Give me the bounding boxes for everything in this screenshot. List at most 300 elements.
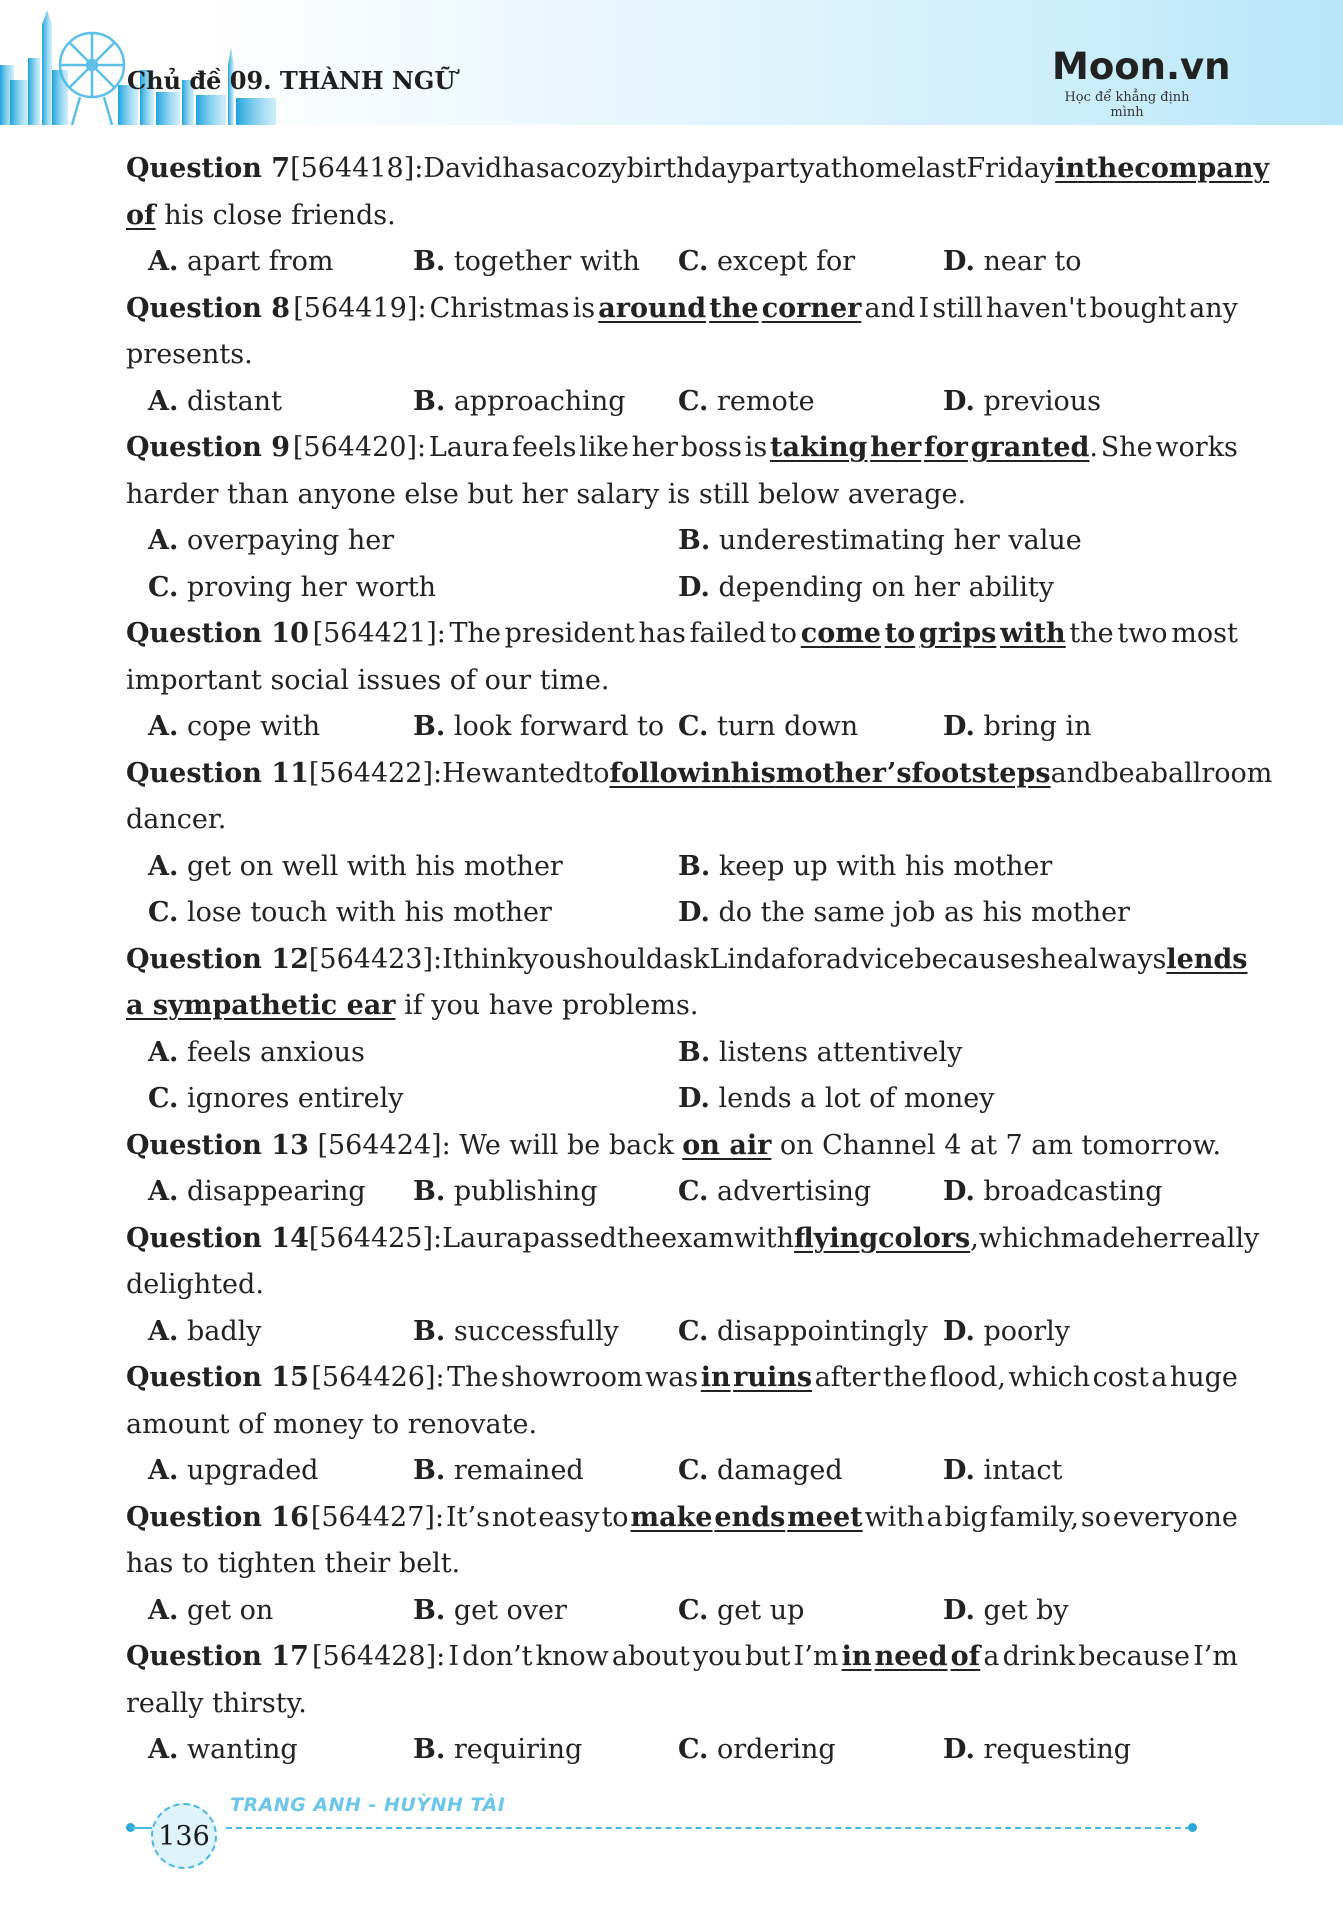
answer-option[interactable]	[148, 565, 678, 612]
question-text-word: Laura	[442, 1222, 523, 1254]
answer-option[interactable]	[943, 1448, 1208, 1495]
option-text: overpaying her	[186, 525, 395, 556]
question-text-word: David	[423, 153, 503, 184]
question-block	[126, 1495, 1238, 1635]
question-text-word: advice	[825, 943, 915, 975]
options-row	[126, 1588, 1238, 1635]
option-letter: B.	[413, 1594, 446, 1626]
option-letter: D.	[943, 385, 975, 417]
question-text-word: about	[611, 1641, 690, 1672]
question-text-word: has	[638, 618, 686, 649]
question-text-word: she	[1026, 943, 1074, 975]
options-row	[126, 565, 1238, 612]
question-text-word: Christmas	[429, 292, 570, 324]
option-letter: B.	[678, 525, 711, 556]
underlined-idiom-word: in	[700, 1362, 731, 1393]
underlined-idiom-word: for	[924, 432, 968, 463]
option-letter: B.	[413, 1176, 446, 1207]
footer-rule	[226, 1827, 1191, 1829]
question-text-word: to	[582, 757, 610, 789]
question-text: amount of money to renovate.	[126, 1408, 538, 1440]
option-letter: C.	[678, 1594, 709, 1626]
question-label-word: Question 11	[126, 757, 309, 789]
question-text-line	[126, 332, 1238, 379]
question-text-word: with	[864, 1501, 925, 1533]
chapter-title: Chủ đề 09. THÀNH NGỮ	[127, 66, 456, 95]
question-text-word: her	[631, 432, 678, 463]
option-text: ignores entirely	[187, 1083, 404, 1114]
underlined-idiom-word: corner	[761, 292, 862, 324]
question-block	[126, 1216, 1260, 1356]
question-text-word: and	[864, 292, 916, 324]
option-letter: B.	[413, 1455, 446, 1486]
answer-option[interactable]	[678, 1448, 943, 1495]
options-row	[126, 1076, 1238, 1123]
question-text-word: drink	[1002, 1641, 1076, 1672]
question-text-word: boss	[680, 432, 742, 463]
question-text-word: home	[841, 153, 917, 184]
question-label-word: Question 16	[126, 1501, 309, 1533]
question-text-word: not	[491, 1501, 537, 1533]
question-text-word: The	[449, 618, 501, 649]
question-text: delighted.	[126, 1269, 264, 1300]
question-block	[126, 1123, 1238, 1216]
question-block	[126, 286, 1238, 426]
option-text: remained	[453, 1455, 584, 1486]
answer-option[interactable]	[678, 1030, 1208, 1077]
options-row	[126, 704, 1238, 751]
question-block	[126, 611, 1238, 751]
answer-option[interactable]	[148, 890, 678, 937]
question-text-word: works	[1155, 432, 1238, 463]
option-letter: D.	[943, 1455, 975, 1486]
option-letter: D.	[943, 1734, 975, 1765]
answer-option[interactable]	[678, 1588, 943, 1635]
underlined-idiom-word: ends	[714, 1501, 786, 1533]
logo-tagline: Học để khẳng định mình	[1064, 90, 1190, 120]
option-letter: D.	[678, 897, 710, 928]
answer-option[interactable]	[943, 1727, 1208, 1774]
question-text-line	[126, 286, 1238, 333]
logo-text: Moon.vn	[1052, 45, 1231, 88]
option-letter: D.	[943, 246, 975, 277]
question-text-line	[126, 1355, 1238, 1402]
options-row	[126, 1448, 1238, 1495]
question-text: has to tighten their belt.	[126, 1548, 461, 1579]
option-text: remote	[717, 385, 815, 417]
answer-option[interactable]	[678, 844, 1208, 891]
option-text: bring in	[983, 711, 1092, 742]
question-text-word: [564427]:	[310, 1501, 445, 1533]
answer-option[interactable]	[943, 1588, 1208, 1635]
option-letter: C.	[678, 1455, 709, 1486]
answer-option[interactable]	[678, 379, 943, 426]
question-text-word: ,	[970, 1222, 979, 1254]
underlined-idiom-word: in	[1055, 153, 1086, 184]
option-letter: C.	[148, 1083, 179, 1114]
question-text-word: I’m	[1193, 1641, 1238, 1672]
option-text: requiring	[453, 1734, 583, 1765]
question-text-word: a	[549, 153, 566, 184]
question-text-word: ask	[663, 943, 710, 975]
question-text-word: has	[502, 153, 550, 184]
answer-option[interactable]	[943, 379, 1208, 426]
question-block	[126, 1355, 1238, 1495]
underlined-idiom-word: colors	[878, 1222, 971, 1254]
question-text-line	[126, 1123, 1238, 1170]
answer-option[interactable]	[678, 1727, 943, 1774]
question-text-word: [564418]:	[290, 153, 424, 184]
options-row	[126, 890, 1238, 937]
option-text: turn down	[717, 711, 859, 742]
underlined-idiom-word: mother’s	[775, 757, 912, 789]
question-text-word: a	[1151, 1362, 1168, 1393]
answer-option[interactable]	[413, 1448, 678, 1495]
option-letter: D.	[943, 1594, 975, 1626]
option-text: get up	[717, 1594, 805, 1626]
question-text-line	[126, 658, 1238, 705]
question-text-word: know	[535, 1641, 609, 1672]
question-text-word: party	[742, 153, 815, 184]
question-text-line	[126, 1541, 1238, 1588]
option-letter: A.	[148, 1315, 179, 1347]
question-text-line	[126, 751, 1273, 798]
answer-option[interactable]	[148, 518, 678, 565]
question-text-word: most	[1171, 618, 1238, 649]
question-text-word: at	[814, 153, 842, 184]
question-text: really thirsty.	[126, 1687, 307, 1719]
question-text-word: wanted	[481, 757, 583, 789]
underlined-idiom-word: footsteps	[911, 757, 1051, 789]
answer-option[interactable]	[148, 844, 678, 891]
question-text-word: bought	[1089, 292, 1187, 324]
question-text-word: .	[1089, 432, 1099, 463]
option-text: upgraded	[186, 1455, 319, 1486]
answer-option[interactable]	[678, 1309, 943, 1356]
option-letter: A.	[148, 1455, 179, 1486]
question-text: if you have problems.	[395, 990, 699, 1021]
question-text: important social issues of our time.	[126, 664, 610, 696]
answer-option[interactable]	[148, 1309, 413, 1356]
underlined-idiom-word: need	[874, 1641, 948, 1672]
question-text-word: [564419]:	[293, 292, 427, 324]
question-text-word: The	[447, 1362, 499, 1393]
option-text: broadcasting	[983, 1176, 1163, 1207]
option-letter: B.	[413, 1734, 446, 1765]
question-text-word: Linda	[709, 943, 787, 975]
question-text-line	[126, 1495, 1238, 1542]
question-text-word: [564425]:	[308, 1222, 443, 1254]
answer-option[interactable]	[413, 1588, 678, 1635]
question-text-word: like	[579, 432, 629, 463]
option-text: ordering	[717, 1734, 836, 1765]
question-text-word: you	[523, 943, 573, 975]
option-text: successfully	[453, 1315, 619, 1347]
option-text: poorly	[983, 1315, 1071, 1347]
question-block	[126, 425, 1238, 611]
option-text: advertising	[717, 1176, 872, 1207]
option-letter: D.	[678, 1083, 710, 1114]
option-letter: A.	[148, 1734, 179, 1765]
option-text: keep up with his mother	[718, 850, 1053, 882]
question-text-word: the	[1069, 618, 1114, 649]
option-letter: B.	[413, 385, 446, 417]
question-label-word: Question 15	[126, 1362, 309, 1393]
option-text: approaching	[453, 385, 626, 417]
question-text-word: after	[814, 1362, 881, 1393]
question-text-word: I	[442, 943, 453, 975]
question-text-word: think	[452, 943, 524, 975]
answer-option[interactable]	[413, 1309, 678, 1356]
option-text: cope with	[186, 711, 321, 742]
option-letter: A.	[148, 850, 179, 882]
answer-option[interactable]	[148, 1076, 678, 1123]
option-letter: D.	[943, 1176, 975, 1207]
question-text-line	[126, 1216, 1260, 1263]
answer-option[interactable]	[678, 1076, 1208, 1123]
question-text-line	[126, 425, 1238, 472]
answer-option[interactable]	[148, 1169, 413, 1216]
option-text: intact	[983, 1455, 1063, 1486]
page-footer	[0, 1785, 1343, 1885]
question-text-word: I’m	[793, 1641, 839, 1672]
question-text-word: [564426]:	[311, 1362, 445, 1393]
option-text: proving her worth	[187, 571, 436, 603]
answer-option[interactable]	[678, 239, 943, 286]
answer-option[interactable]	[943, 704, 1208, 751]
answer-option[interactable]	[678, 890, 1208, 937]
question-text-word: made	[1060, 1222, 1136, 1254]
question-text-word: last	[916, 153, 967, 184]
question-text-word: two	[1117, 618, 1168, 649]
option-text: feels anxious	[186, 1036, 365, 1068]
answer-option[interactable]	[413, 239, 678, 286]
underlined-idiom-word: with	[1000, 618, 1066, 649]
option-letter: B.	[413, 1315, 446, 1347]
options-row	[126, 1309, 1238, 1356]
option-letter: D.	[943, 711, 975, 742]
underlined-idiom-word: the	[709, 292, 759, 324]
option-letter: A.	[148, 711, 179, 742]
underlined-idiom-word: around	[598, 292, 707, 324]
option-letter: C.	[678, 246, 709, 277]
answer-option[interactable]	[148, 1588, 413, 1635]
question-text-line	[126, 937, 1248, 984]
answer-option[interactable]	[148, 1727, 413, 1774]
answer-option[interactable]	[678, 565, 1208, 612]
option-letter: A.	[148, 1594, 179, 1626]
question-text: dancer.	[126, 804, 227, 835]
option-letter: B.	[678, 850, 711, 882]
question-text-word: everyone	[1112, 1501, 1238, 1533]
answer-option[interactable]	[943, 239, 1208, 286]
option-text: except for	[717, 246, 856, 277]
underlined-idiom-word: in	[700, 757, 731, 789]
question-text-word: because	[1078, 1641, 1191, 1672]
underlined-idiom-word: follow	[609, 757, 701, 789]
question-text-word: always	[1073, 943, 1167, 975]
answer-option[interactable]	[413, 1727, 678, 1774]
question-text-word: big	[944, 1501, 988, 1533]
answer-option[interactable]	[148, 704, 413, 751]
question-text-word: [564421]:	[312, 618, 446, 649]
options-row	[126, 518, 1238, 565]
options-row	[126, 1169, 1238, 1216]
question-label-word: Question 7	[126, 153, 291, 184]
option-letter: B.	[413, 246, 446, 277]
answer-option[interactable]	[148, 379, 413, 426]
question-text: presents.	[126, 339, 253, 370]
option-letter: A.	[148, 1176, 179, 1207]
question-text-word: a	[1134, 757, 1151, 789]
option-text: listens attentively	[718, 1036, 963, 1068]
question-text-line	[126, 611, 1238, 658]
question-text-word: with	[734, 1222, 795, 1254]
underlined-idiom-word: her	[870, 432, 922, 463]
question-text: harder than anyone else but her salary is still below average.	[126, 478, 967, 510]
answer-option[interactable]	[413, 1169, 678, 1216]
question-text-word: I	[918, 292, 930, 324]
question-text-word: cozy	[565, 153, 627, 184]
option-text: damaged	[717, 1455, 843, 1486]
option-text: disappointingly	[717, 1315, 928, 1347]
question-text-word: is	[572, 292, 596, 324]
underlined-idiom-word: come	[800, 618, 881, 649]
option-text: lose touch with his mother	[187, 897, 552, 928]
underlined-idiom-word: ruins	[733, 1362, 813, 1393]
question-text-word: you	[692, 1641, 742, 1672]
underlined-idiom: a sympathetic ear	[126, 990, 396, 1021]
underlined-idiom-word: the	[1085, 153, 1135, 184]
question-text-word: family,	[989, 1501, 1079, 1533]
option-text: distant	[186, 385, 282, 417]
answer-option[interactable]	[413, 379, 678, 426]
answer-option[interactable]	[148, 239, 413, 286]
word-group	[878, 1216, 979, 1263]
question-text-word: Friday	[966, 153, 1056, 184]
question-label-word: Question 8	[126, 292, 291, 324]
underlined-idiom-word: taking	[770, 432, 868, 463]
option-text: together with	[453, 246, 640, 277]
question-text-line	[126, 1402, 1238, 1449]
answer-option[interactable]	[148, 1030, 678, 1077]
underlined-idiom-word: lends	[1166, 943, 1248, 975]
answer-option[interactable]	[148, 1448, 413, 1495]
option-letter: C.	[148, 897, 179, 928]
question-text: on Channel 4 at 7 am tomorrow.	[771, 1129, 1222, 1161]
underlined-idiom: of	[126, 199, 156, 231]
question-text-word: exam	[661, 1222, 735, 1254]
option-text: near to	[983, 246, 1082, 277]
question-label-word: Question 10	[126, 618, 309, 649]
question-text: his close friends.	[155, 199, 396, 231]
option-letter: D.	[678, 571, 710, 603]
underlined-idiom-word: his	[730, 757, 776, 789]
options-row	[126, 1030, 1238, 1077]
answer-option[interactable]	[943, 1169, 1208, 1216]
option-text: underestimating her value	[718, 525, 1082, 556]
underlined-idiom-word: to	[884, 618, 916, 649]
question-text-word: her	[1135, 1222, 1182, 1254]
option-letter: A.	[148, 385, 179, 417]
question-text-word: the	[616, 1222, 662, 1254]
question-text-line	[126, 472, 1238, 519]
question-text-word: a	[926, 1501, 943, 1533]
option-text: depending on her ability	[718, 571, 1055, 603]
question-label-word: Question 17	[126, 1641, 309, 1672]
option-text: do the same job as his mother	[718, 897, 1130, 928]
option-text: disappearing	[186, 1176, 366, 1207]
option-letter: D.	[943, 1315, 975, 1347]
question-text-word: I	[448, 1641, 460, 1672]
option-letter: A.	[148, 525, 179, 556]
option-letter: A.	[148, 1036, 179, 1068]
option-text: wanting	[186, 1734, 298, 1765]
answer-option[interactable]	[678, 1169, 943, 1216]
question-text-word: haven't	[986, 292, 1087, 324]
answer-option[interactable]	[678, 518, 1208, 565]
underlined-idiom-word: make	[630, 1501, 713, 1533]
question-label: Question 13	[126, 1129, 309, 1161]
question-label-word: Question 14	[126, 1222, 309, 1254]
answer-option[interactable]	[678, 704, 943, 751]
question-text-word: easy	[538, 1501, 600, 1533]
underlined-idiom-word: of	[950, 1641, 981, 1672]
options-row	[126, 379, 1238, 426]
question-block	[126, 937, 1248, 1123]
question-text-word: passed	[522, 1222, 617, 1254]
question-text-word: is	[744, 432, 768, 463]
underlined-idiom-word: meet	[787, 1501, 863, 1533]
options-row	[126, 239, 1238, 286]
option-text: previous	[983, 385, 1102, 417]
option-letter: B.	[678, 1036, 711, 1068]
question-label-word: Question 9	[126, 432, 291, 463]
question-text-line	[126, 1681, 1238, 1728]
question-text-word: really	[1181, 1222, 1260, 1254]
question-label-word: Question 12	[126, 943, 309, 975]
question-block	[126, 751, 1273, 937]
question-text-word: It’s	[445, 1501, 490, 1533]
question-text-word: She	[1100, 432, 1153, 463]
question-text-word: was	[645, 1362, 699, 1393]
question-text-word: to	[769, 618, 798, 649]
question-text-line	[126, 146, 1270, 193]
underlined-idiom-word: grips	[918, 618, 997, 649]
option-text: lends a lot of money	[718, 1083, 995, 1114]
option-letter: B.	[413, 711, 446, 742]
author-credit: TRANG ANH - HUỲNH TÀI	[230, 1794, 506, 1816]
option-letter: C.	[148, 571, 179, 603]
question-text-word: be	[1101, 757, 1135, 789]
question-text-word: showroom	[501, 1362, 643, 1393]
option-letter: C.	[678, 385, 709, 417]
underlined-idiom-word: company	[1134, 153, 1270, 184]
question-text-word: should	[572, 943, 664, 975]
option-text: requesting	[983, 1734, 1132, 1765]
answer-option[interactable]	[943, 1309, 1208, 1356]
question-text-word: [564422]:	[308, 757, 443, 789]
question-text-word: failed	[689, 618, 767, 649]
question-text-word: a	[983, 1641, 1000, 1672]
question-text-word: feels	[512, 432, 577, 463]
option-text: get on well with his mother	[186, 850, 563, 882]
question-text-word: flood,	[929, 1362, 1006, 1393]
question-text-word: [564420]:	[292, 432, 427, 463]
answer-option[interactable]	[413, 704, 678, 751]
question-text-word: He	[442, 757, 482, 789]
question-text-word: huge	[1169, 1362, 1238, 1393]
